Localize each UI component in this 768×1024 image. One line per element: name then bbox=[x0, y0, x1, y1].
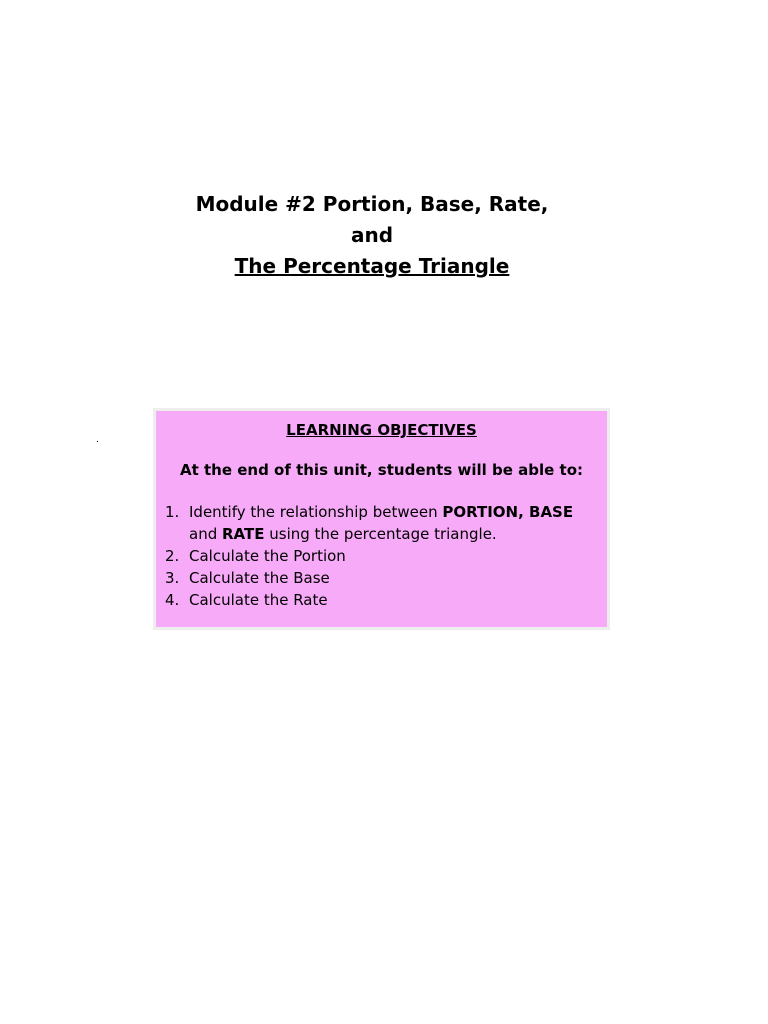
text-segment: and bbox=[189, 525, 222, 543]
list-item-number: 1. bbox=[165, 503, 180, 521]
list-item bbox=[165, 501, 595, 545]
list-item-text: Calculate the Base bbox=[189, 569, 330, 587]
list-item-text: Calculate the Portion bbox=[189, 547, 346, 565]
text-segment: Identify the relationship between bbox=[189, 503, 443, 521]
objectives-list bbox=[165, 501, 595, 611]
list-item bbox=[165, 589, 595, 611]
list-item-number: 3. bbox=[165, 569, 180, 587]
learning-objectives-box bbox=[153, 408, 610, 630]
title-line-1: Module #2 Portion, Base, Rate, bbox=[195, 192, 549, 216]
list-item bbox=[165, 567, 595, 589]
title-line-2: and bbox=[350, 223, 394, 247]
document-title bbox=[0, 189, 744, 282]
bold-term-rate: RATE bbox=[222, 525, 265, 543]
list-item-number: 2. bbox=[165, 547, 180, 565]
bold-term-portion-base: PORTION, BASE bbox=[442, 503, 574, 521]
title-line-3: The Percentage Triangle bbox=[234, 254, 510, 278]
list-item bbox=[165, 545, 595, 567]
objectives-intro: At the end of this unit, students will be able to: bbox=[179, 461, 584, 479]
list-item-text: Calculate the Rate bbox=[189, 591, 328, 609]
stray-mark: . bbox=[96, 434, 99, 445]
text-segment: using the percentage triangle. bbox=[264, 525, 497, 543]
list-item-text bbox=[189, 501, 595, 545]
objectives-heading: LEARNING OBJECTIVES bbox=[286, 421, 477, 439]
list-item-number: 4. bbox=[165, 591, 180, 609]
